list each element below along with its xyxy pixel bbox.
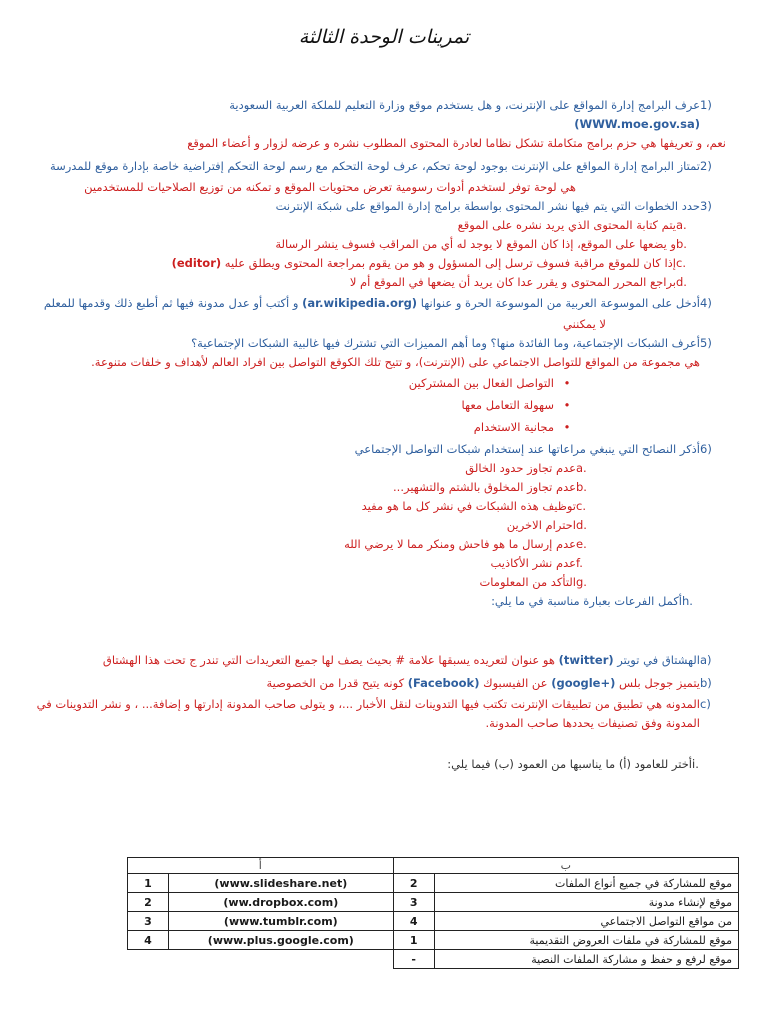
empty-cell [128,950,169,969]
section-h-text: أكمل الفرعات بعبارة مناسبة في ما يلي: [491,594,682,608]
item-text: احترام الاخرين [506,518,576,532]
bullet-text: التواصل الفعال بين المشتركين [408,376,554,390]
b-description: موقع للمشاركة في ملفات العروض التقديمية [434,931,738,950]
question-4 [36,294,726,313]
table-row [128,874,739,893]
b-number: - [393,950,434,969]
item-text [266,674,700,693]
question-3 [36,197,726,216]
question-4-text-after: و أكتب أو عدل مدونة فيها ثم أطبع ذلك وقدمها للمعلم [43,296,299,310]
page-title: تمرينات الوحدة الثالثة [298,26,470,48]
a-number: 1 [128,874,169,893]
item-letter: f. [576,556,583,570]
item-text [103,651,700,670]
table-row [128,950,739,969]
question-3-text: حدد الخطوات التي يتم فيها نشر المحتوى بواسطة برامج إدارة المواقع على شبكة الإنترنت [275,199,700,213]
question-number: 6) [700,442,712,456]
item-letter: d. [676,275,687,289]
question-number: 2) [700,159,712,173]
section-letter: i. [692,757,699,771]
a-number: 2 [128,893,169,912]
privacy-answer: كونه يتيح قدرا من الخصوصية [266,676,405,690]
question-5 [36,334,726,353]
a-url: (www.slideshare.net) [169,874,394,893]
list-item: • سهولة التعامل معها [36,394,580,416]
item-letter: d. [576,518,587,532]
fill-item [36,695,726,733]
list-item [36,216,696,235]
item-letter: b) [700,676,712,690]
a-url: (www.plus.google.com) [169,931,394,950]
b-description: من مواقع التواصل الاجتماعي [434,912,738,931]
list-item [36,235,696,254]
b-number: 1 [393,931,434,950]
a-number: 4 [128,931,169,950]
table-row [128,912,739,931]
answer-5-bullets [36,372,580,438]
item-text: عدم نشر الأكاذيب [490,556,576,570]
hashtag-answer: هو عنوان لتعريده يسبقها علامة # بحيث يصف لها جميع التعريدات التي تندر ج تحت هذا الهشتاق [102,653,555,667]
b-description: موقع لرفع و حفظ و مشاركة الملفات النصية [434,950,738,969]
facebook-term: (Facebook) [407,676,480,690]
fill-item [36,651,726,670]
google-plus-term: (google+) [551,676,616,690]
item-text: يتم كتابة المحتوى الذي يريد نشره على الموقع [457,218,676,232]
section-h [36,592,704,611]
item-letter: c. [676,256,686,270]
item-letter: a) [700,653,712,667]
b-description: موقع لإنشاء مدونة [434,893,738,912]
item-text: إذا كان للموقع مراقبة فسوف ترسل إلى المسؤول و هو من يقوم بمراجعة المحتوى ويطلق عليه [224,256,676,270]
item-text: المدونه هي تطبيق من تطبيقات الإنترنت تكتب فيها التدوينات لنقل الأخبار ...، و يتولى صاحب المدونة إدارتها و إضافة... ، و نشر التدوينات في المدونة وفق تصنيفات يحددها صاحب المدونة. [36,697,700,730]
item-text: توظيف هذه الشبكات في نشر كل ما هو مفيد [361,499,576,513]
question-6-tips [36,459,596,592]
answer-5: هي مجموعة من المواقع للتواصل الاجتماعي على (الإنترنت)، و تتيح تلك الكوقع التواصل بين افراد العالم لأهداف و خلفات متنوعة. [91,355,700,369]
list-item [36,254,696,273]
list-item [36,516,596,535]
item-letter: b. [576,480,587,494]
bullet-text: سهولة التعامل معها [461,398,554,412]
section-i-text: أختر للعامود (أ) ما يناسبها من العمود (ب) فيما يلي: [447,757,692,771]
answer-1: نعم، و تعريفها هي حزم برامج متكاملة تشكل نظاما لعادرة المحتوى المطلوب نشره و عرضه لزوار و أعضاء الموقع [187,136,726,150]
question-number: 5) [700,336,712,350]
question-5-text: أعرف الشبكات الإجتماعية، وما الفائدة منها؟ وما أهم المميزات التي تشترك فيها غالبية الشبكات الإجتماعية؟ [191,336,700,350]
bullet-text: مجانية الاستخدام [473,420,554,434]
list-item [36,535,596,554]
item-letter: g. [576,575,587,589]
list-item [36,497,596,516]
b-number: 2 [393,874,434,893]
exercise-list [36,96,726,774]
table-header [128,858,739,874]
item-text: عدم إرسال ما هو فاحش ومنكر مما لا يرضي الله [344,537,576,551]
answer-2: هي لوحة توفر لستخدم أدوات رسومية تعرض محتويات الموقع و تمكنه من توزيع الصلاحيات للمستخدمين [84,180,576,194]
list-item: • مجانية الاستخدام [36,416,580,438]
item-letter: a. [676,218,687,232]
table-row [128,893,739,912]
column-a-header: أ [128,858,394,874]
item-text: و يضعها على الموقع، إذا كان الموقع لا يوجد له أي من المراقب فسوف ينشر الرسالة [275,237,676,251]
b-description: موقع للمشاركة في جميع أنواع الملفات [434,874,738,893]
item-letter: a. [576,461,587,475]
editor-term: (editor) [171,256,222,270]
question-number: 1) [700,98,712,112]
item-letter: b. [676,237,687,251]
a-number: 3 [128,912,169,931]
section-letter: h. [682,594,693,608]
hashtag-label: الهشتاق في تويتر [617,653,700,667]
moe-link: (WWW.moe.gov.sa) [574,117,700,131]
list-item [36,554,596,573]
item-text: التأكد من المعلومات [479,575,576,589]
question-number: 3) [700,199,712,213]
question-text [36,96,700,134]
list-item [36,273,696,292]
question-2 [36,157,726,176]
item-letter: e. [576,537,587,551]
list-item [36,478,596,497]
item-letter: c. [576,499,586,513]
matching-table [127,857,739,969]
list-item [36,459,596,478]
list-item: • التواصل الفعال بين المشتركين [36,372,580,394]
item-text: براجع المحرر المحتوى و يقرر عدا كان يريد أن يضعها في الموقع أم لا [349,275,676,289]
section-i [36,755,714,774]
list-item [36,573,596,592]
question-6 [36,440,726,459]
wikipedia-link: (ar.wikipedia.org) [302,296,418,310]
item-text: عدم تجاوز المخلوق بالشتم والتشهير... [393,480,576,494]
twitter-term: (twitter) [558,653,614,667]
question-4-text [36,294,700,313]
column-b-header: ب [393,858,738,874]
table-row [128,931,739,950]
question-2-text: تمتاز البرامج إدارة المواقع على الإنترنت بوجود لوحة تحكم، عرف لوحة التحكم مع رسم لوحة التحكم إفتراضية خاصة بإدارة موقع للمدرسة [49,159,700,173]
empty-cell [169,950,394,969]
question-1 [36,96,726,134]
b-number: 3 [393,893,434,912]
question-1-text: عرف البرامج إدارة المواقع على الإنترنت، و هل يستخدم موقع وزارة التعليم للملكة العربية السعودية [229,98,700,112]
question-4-text-before: أدخل على الموسوعة العربية من الموسوعة الحرة و عنوانها [420,296,700,310]
b-number: 4 [393,912,434,931]
question-3-steps [36,216,696,292]
item-text: عدم تجاوز حدود الخالق [465,461,576,475]
a-url: (www.tumblr.com) [169,912,394,931]
item-letter: c) [700,697,711,711]
answer-4: لا يمكنني [563,317,606,331]
fill-item [36,674,726,693]
facebook-label: عن الفيسبوك [483,676,548,690]
question-number: 4) [700,296,712,310]
google-plus-label: يتميز جوجل بلس [619,676,700,690]
a-url: (ww.dropbox.com) [169,893,394,912]
question-6-text: أذكر النصائح التي ينبغي مراعاتها عند إستخدام شبكات التواصل الإجتماعي [354,442,700,456]
